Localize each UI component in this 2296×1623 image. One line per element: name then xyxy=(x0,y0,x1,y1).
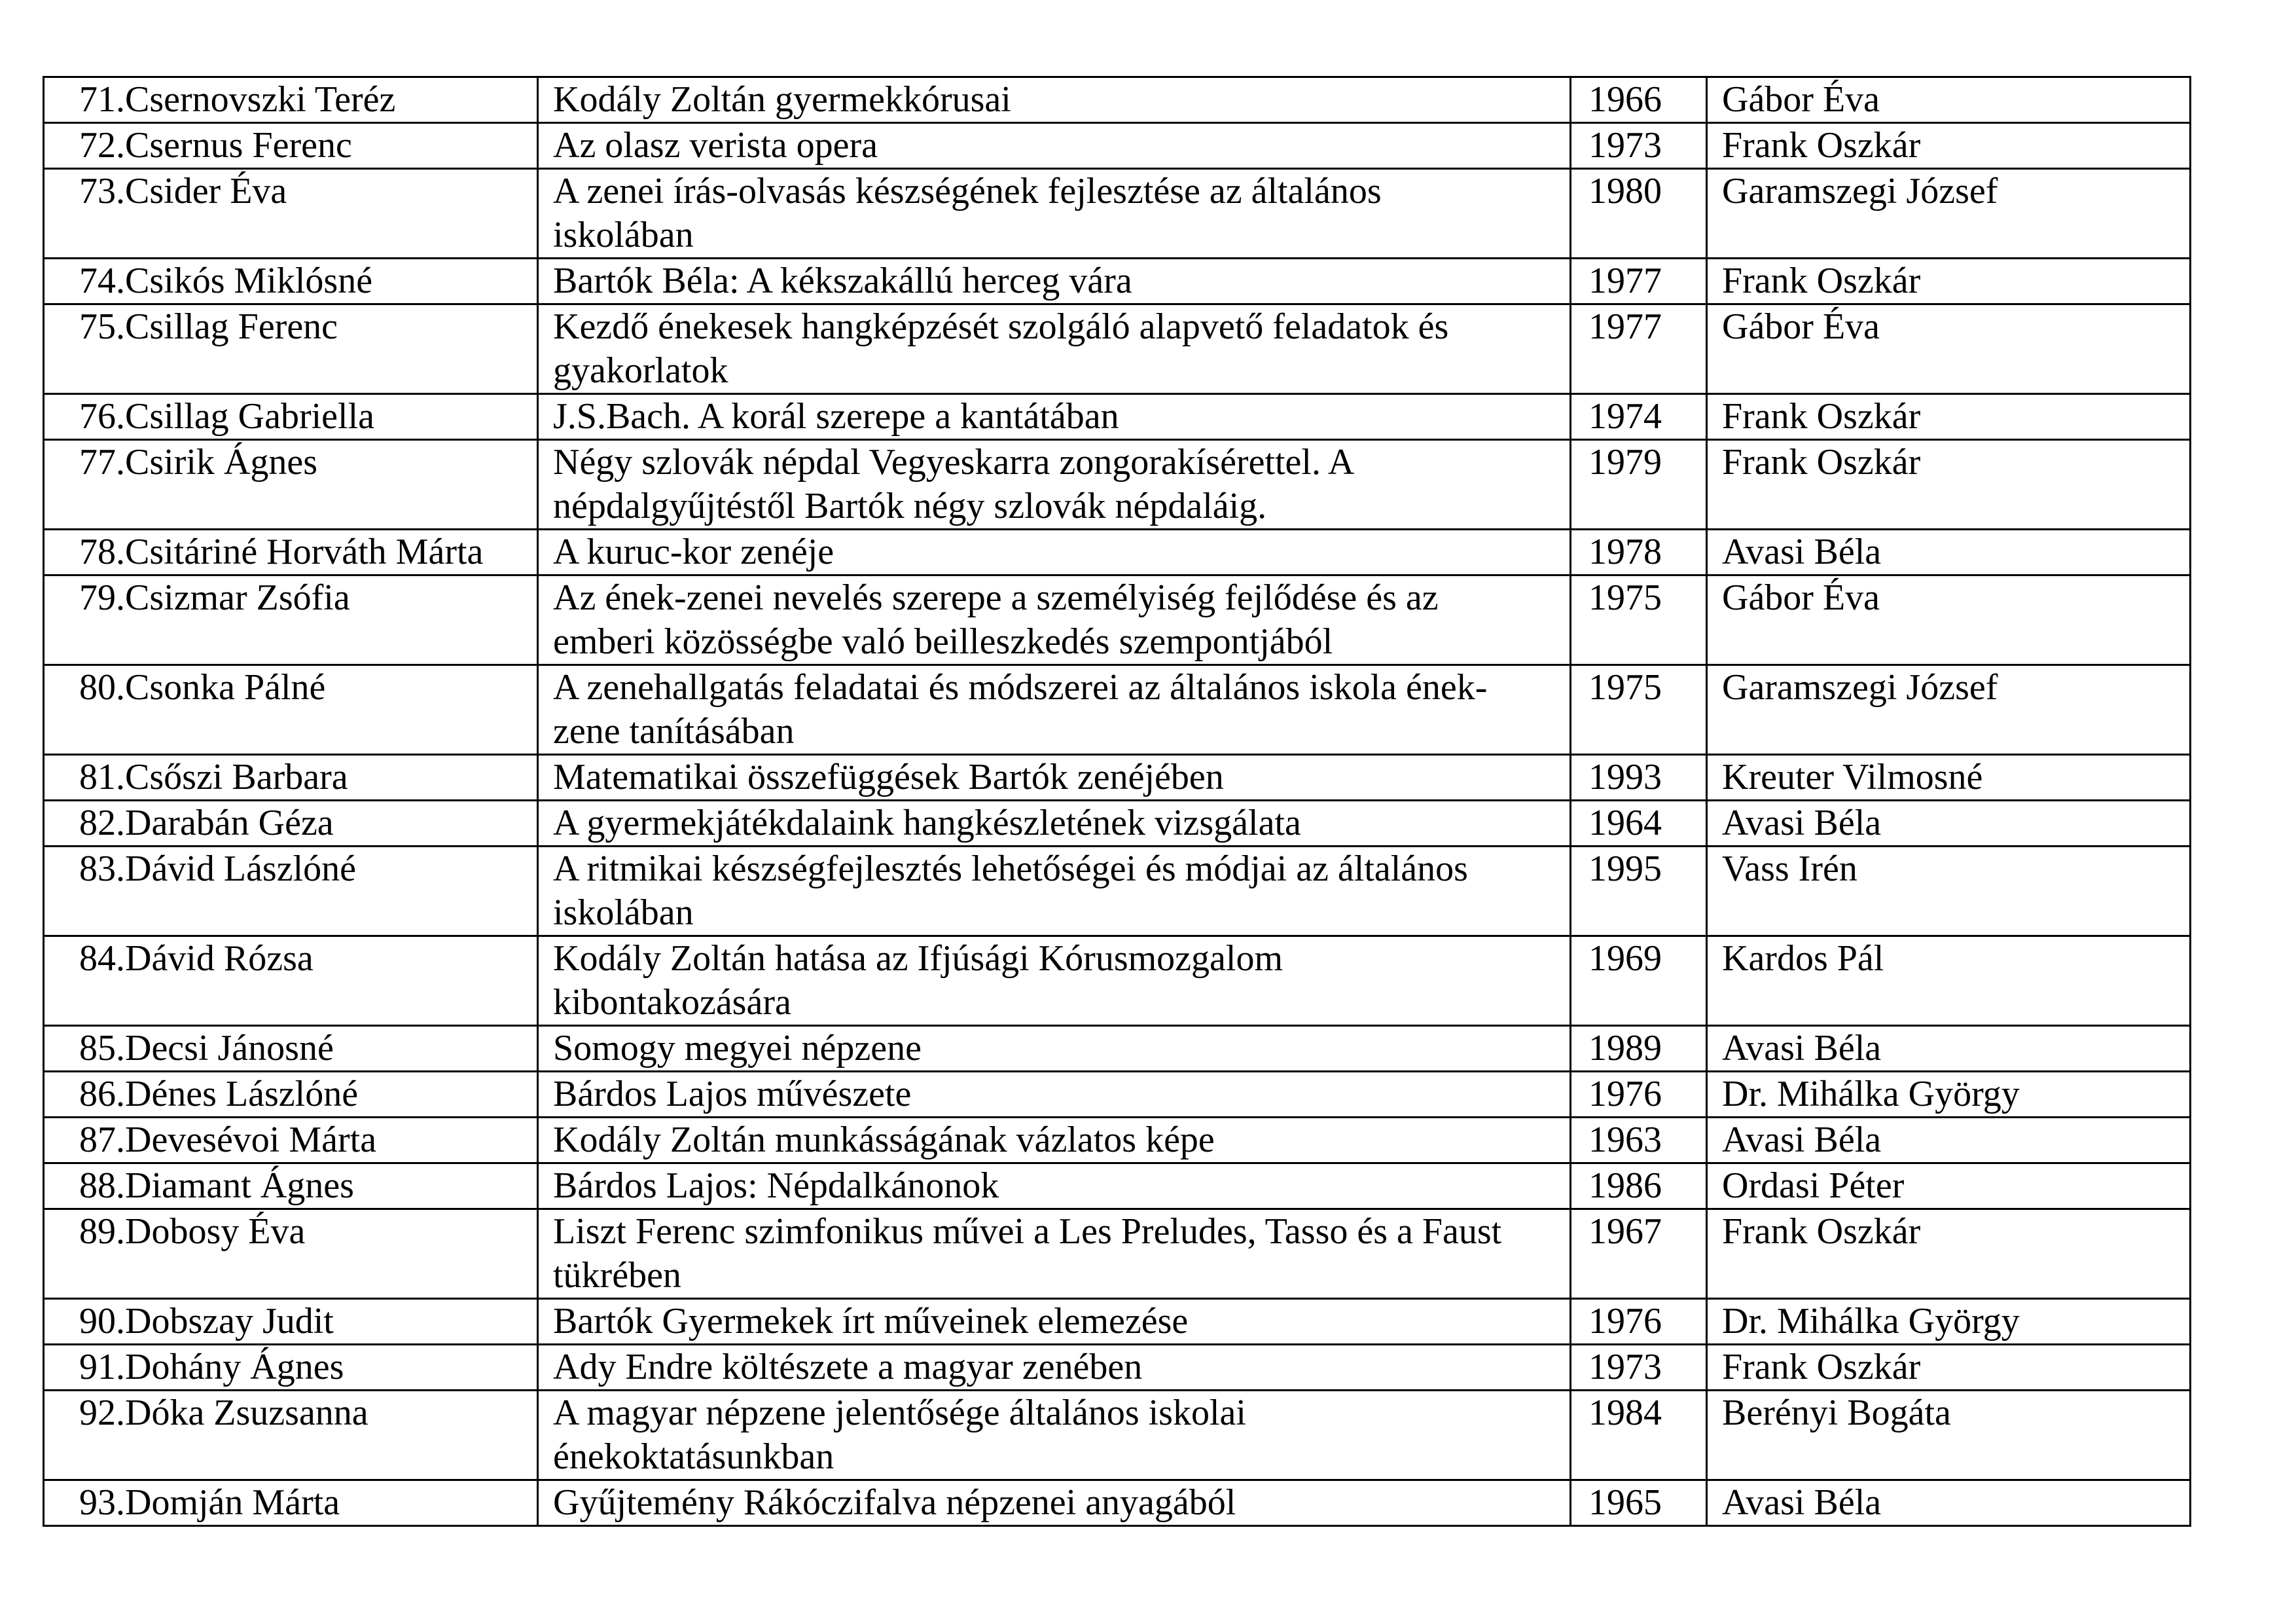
table-row xyxy=(44,1072,2191,1118)
thesis-title-line: A gyermekjátékdalaink hangkészletének vizsgálata xyxy=(553,803,1301,843)
thesis-title-line: népdalgyűjtéstől Bartók négy szlovák népdaláig. xyxy=(553,486,1267,526)
thesis-title-cell xyxy=(538,530,1571,575)
thesis-title-cell xyxy=(538,394,1571,440)
advisor-cell: Avasi Béla xyxy=(1707,1480,2191,1526)
table-row xyxy=(44,847,2191,936)
advisor-cell: Vass Irén xyxy=(1707,847,2191,936)
student-name-cell: 71.Csernovszki Teréz xyxy=(44,77,538,123)
student-name-cell: 83.Dávid Lászlóné xyxy=(44,847,538,936)
thesis-title-cell xyxy=(538,169,1571,259)
advisor-cell: Frank Oszkár xyxy=(1707,1209,2191,1299)
thesis-title-line: Matematikai összefüggések Bartók zenéjében xyxy=(553,757,1224,797)
thesis-title-cell xyxy=(538,801,1571,847)
thesis-title-cell xyxy=(538,1345,1571,1391)
table-row xyxy=(44,123,2191,169)
advisor-cell: Berényi Bogáta xyxy=(1707,1391,2191,1480)
thesis-title-line: Bartók Gyermekek írt műveinek elemezése xyxy=(553,1301,1189,1341)
year-cell: 1977 xyxy=(1571,259,1707,304)
table-row xyxy=(44,77,2191,123)
thesis-title-line: Kodály Zoltán munkásságának vázlatos képe xyxy=(553,1120,1215,1160)
year-cell: 1964 xyxy=(1571,801,1707,847)
thesis-title-line: Négy szlovák népdal Vegyeskarra zongorakísérettel. A xyxy=(553,442,1355,483)
student-name-cell: 88.Diamant Ágnes xyxy=(44,1163,538,1209)
year-cell: 1986 xyxy=(1571,1163,1707,1209)
year-cell: 1975 xyxy=(1571,575,1707,665)
advisor-cell: Avasi Béla xyxy=(1707,801,2191,847)
table-row xyxy=(44,1345,2191,1391)
thesis-title-line: A ritmikai készségfejlesztés lehetőségei és módjai az általános xyxy=(553,848,1468,889)
thesis-title-cell xyxy=(538,1163,1571,1209)
student-name-cell: 92.Dóka Zsuzsanna xyxy=(44,1391,538,1480)
thesis-title-line: A magyar népzene jelentősége általános iskolai xyxy=(553,1393,1246,1433)
advisor-cell: Dr. Mihálka György xyxy=(1707,1072,2191,1118)
student-name-cell: 79.Csizmar Zsófia xyxy=(44,575,538,665)
student-name-cell: 72.Csernus Ferenc xyxy=(44,123,538,169)
year-cell: 1976 xyxy=(1571,1299,1707,1345)
thesis-title-line: J.S.Bach. A korál szerepe a kantátában xyxy=(553,396,1119,437)
student-name-cell: 75.Csillag Ferenc xyxy=(44,304,538,394)
year-cell: 1976 xyxy=(1571,1072,1707,1118)
year-cell: 1974 xyxy=(1571,394,1707,440)
year-cell: 1963 xyxy=(1571,1118,1707,1163)
thesis-title-cell xyxy=(538,1299,1571,1345)
thesis-title-cell xyxy=(538,936,1571,1026)
advisor-cell: Avasi Béla xyxy=(1707,530,2191,575)
thesis-title-line: énekoktatásunkban xyxy=(553,1436,834,1477)
student-name-cell: 90.Dobszay Judit xyxy=(44,1299,538,1345)
advisor-cell: Gábor Éva xyxy=(1707,575,2191,665)
thesis-title-line: kibontakozására xyxy=(553,982,791,1023)
thesis-title-cell xyxy=(538,304,1571,394)
advisor-cell: Kreuter Vilmosné xyxy=(1707,755,2191,801)
advisor-cell: Kardos Pál xyxy=(1707,936,2191,1026)
advisor-cell: Frank Oszkár xyxy=(1707,1345,2191,1391)
advisor-cell: Dr. Mihálka György xyxy=(1707,1299,2191,1345)
thesis-title-cell xyxy=(538,1118,1571,1163)
advisor-cell: Avasi Béla xyxy=(1707,1026,2191,1072)
thesis-title-line: Az olasz verista opera xyxy=(553,125,878,166)
thesis-title-line: Kezdő énekesek hangképzését szolgáló alapvető feladatok és xyxy=(553,306,1449,347)
thesis-title-line: Bárdos Lajos: Népdalkánonok xyxy=(553,1165,999,1206)
student-name-cell: 89.Dobosy Éva xyxy=(44,1209,538,1299)
thesis-title-line: A zenei írás-olvasás készségének fejlesztése az általános xyxy=(553,171,1382,211)
thesis-title-line: Somogy megyei népzene xyxy=(553,1028,922,1068)
thesis-title-line: Liszt Ferenc szimfonikus művei a Les Preludes, Tasso és a Faust xyxy=(553,1211,1502,1252)
year-cell: 1984 xyxy=(1571,1391,1707,1480)
thesis-title-line: tükrében xyxy=(553,1255,681,1296)
year-cell: 1973 xyxy=(1571,123,1707,169)
year-cell: 1975 xyxy=(1571,665,1707,755)
year-cell: 1989 xyxy=(1571,1026,1707,1072)
advisor-cell: Frank Oszkár xyxy=(1707,123,2191,169)
table-row xyxy=(44,304,2191,394)
year-cell: 1980 xyxy=(1571,169,1707,259)
table-row xyxy=(44,440,2191,530)
thesis-title-line: Bárdos Lajos művészete xyxy=(553,1074,912,1114)
thesis-title-line: Kodály Zoltán gyermekkórusai xyxy=(553,79,1011,120)
thesis-title-line: Az ének-zenei nevelés szerepe a személyiség fejlődése és az xyxy=(553,577,1439,618)
table-row xyxy=(44,1299,2191,1345)
table-row xyxy=(44,394,2191,440)
year-cell: 1977 xyxy=(1571,304,1707,394)
thesis-title-cell xyxy=(538,1391,1571,1480)
thesis-title-line: A zenehallgatás feladatai és módszerei az általános iskola ének- xyxy=(553,667,1488,708)
student-name-cell: 87.Devesévoi Márta xyxy=(44,1118,538,1163)
thesis-title-cell xyxy=(538,1209,1571,1299)
table-row xyxy=(44,1391,2191,1480)
thesis-title-line: iskolában xyxy=(553,215,694,255)
student-name-cell: 73.Csider Éva xyxy=(44,169,538,259)
table-row xyxy=(44,755,2191,801)
thesis-title-line: Gyűjtemény Rákóczifalva népzenei anyagából xyxy=(553,1482,1236,1523)
advisor-cell: Avasi Béla xyxy=(1707,1118,2191,1163)
year-cell: 1973 xyxy=(1571,1345,1707,1391)
student-name-cell: 84.Dávid Rózsa xyxy=(44,936,538,1026)
table-row xyxy=(44,1118,2191,1163)
table-row xyxy=(44,665,2191,755)
year-cell: 1978 xyxy=(1571,530,1707,575)
student-name-cell: 77.Csirik Ágnes xyxy=(44,440,538,530)
table-row xyxy=(44,530,2191,575)
year-cell: 1993 xyxy=(1571,755,1707,801)
thesis-title-cell xyxy=(538,755,1571,801)
advisor-cell: Frank Oszkár xyxy=(1707,440,2191,530)
thesis-table xyxy=(43,76,2191,1527)
table-body xyxy=(44,77,2191,1526)
table-row xyxy=(44,1480,2191,1526)
table-row xyxy=(44,936,2191,1026)
year-cell: 1965 xyxy=(1571,1480,1707,1526)
year-cell: 1979 xyxy=(1571,440,1707,530)
advisor-cell: Frank Oszkár xyxy=(1707,259,2191,304)
student-name-cell: 86.Dénes Lászlóné xyxy=(44,1072,538,1118)
year-cell: 1966 xyxy=(1571,77,1707,123)
student-name-cell: 80.Csonka Pálné xyxy=(44,665,538,755)
thesis-title-line: emberi közösségbe való beilleszkedés szempontjából xyxy=(553,621,1333,662)
table-row xyxy=(44,1026,2191,1072)
thesis-title-line: A kuruc-kor zenéje xyxy=(553,532,834,572)
thesis-title-line: iskolában xyxy=(553,892,694,933)
thesis-title-cell xyxy=(538,665,1571,755)
thesis-title-cell xyxy=(538,259,1571,304)
table-row xyxy=(44,169,2191,259)
thesis-title-cell xyxy=(538,440,1571,530)
advisor-cell: Ordasi Péter xyxy=(1707,1163,2191,1209)
thesis-title-cell xyxy=(538,1480,1571,1526)
thesis-title-cell xyxy=(538,123,1571,169)
thesis-title-line: Kodály Zoltán hatása az Ifjúsági Kórusmozgalom xyxy=(553,938,1283,979)
thesis-title-line: Bartók Béla: A kékszakállú herceg vára xyxy=(553,261,1132,301)
thesis-title-cell xyxy=(538,1026,1571,1072)
student-name-cell: 91.Dohány Ágnes xyxy=(44,1345,538,1391)
student-name-cell: 78.Csitáriné Horváth Márta xyxy=(44,530,538,575)
advisor-cell: Frank Oszkár xyxy=(1707,394,2191,440)
table-row xyxy=(44,801,2191,847)
student-name-cell: 76.Csillag Gabriella xyxy=(44,394,538,440)
table-row xyxy=(44,259,2191,304)
year-cell: 1995 xyxy=(1571,847,1707,936)
student-name-cell: 81.Csőszi Barbara xyxy=(44,755,538,801)
advisor-cell: Garamszegi József xyxy=(1707,665,2191,755)
thesis-title-line: gyakorlatok xyxy=(553,350,728,391)
student-name-cell: 93.Domján Márta xyxy=(44,1480,538,1526)
advisor-cell: Garamszegi József xyxy=(1707,169,2191,259)
advisor-cell: Gábor Éva xyxy=(1707,77,2191,123)
year-cell: 1967 xyxy=(1571,1209,1707,1299)
year-cell: 1969 xyxy=(1571,936,1707,1026)
student-name-cell: 85.Decsi Jánosné xyxy=(44,1026,538,1072)
thesis-title-line: Ady Endre költészete a magyar zenében xyxy=(553,1347,1143,1387)
student-name-cell: 82.Darabán Géza xyxy=(44,801,538,847)
table-row xyxy=(44,1209,2191,1299)
thesis-title-cell xyxy=(538,1072,1571,1118)
table-row xyxy=(44,575,2191,665)
thesis-title-cell xyxy=(538,847,1571,936)
thesis-title-line: zene tanításában xyxy=(553,711,795,752)
thesis-title-cell xyxy=(538,575,1571,665)
advisor-cell: Gábor Éva xyxy=(1707,304,2191,394)
table-row xyxy=(44,1163,2191,1209)
thesis-title-cell xyxy=(538,77,1571,123)
student-name-cell: 74.Csikós Miklósné xyxy=(44,259,538,304)
